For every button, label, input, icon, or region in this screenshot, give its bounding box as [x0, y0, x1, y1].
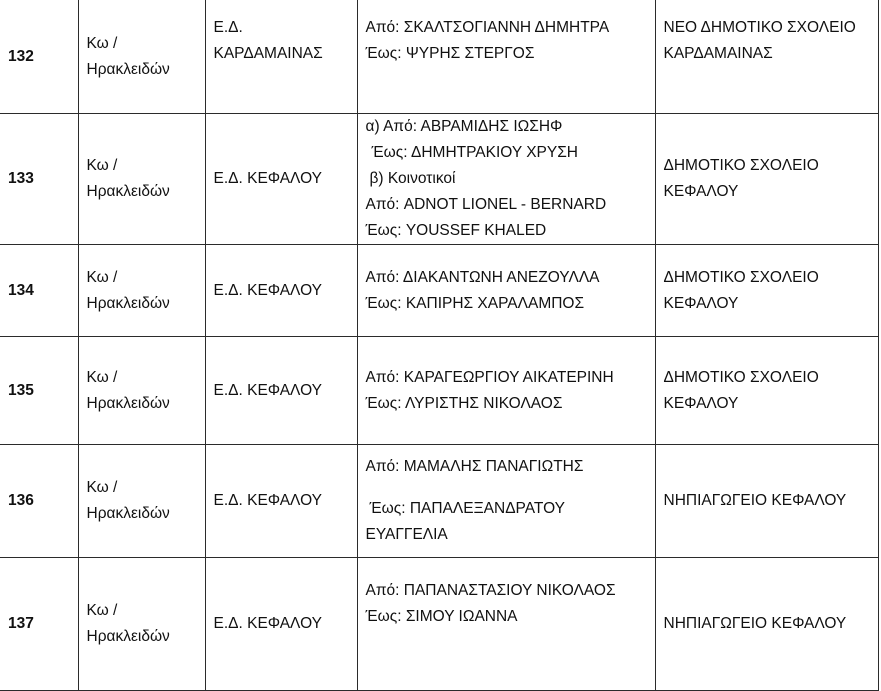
voter-range-cell	[357, 114, 655, 245]
table-row	[0, 245, 878, 337]
unit-cell	[205, 337, 357, 445]
municipality-cell	[78, 445, 205, 558]
range-line: Έως: ΨΥΡΗΣ ΣΤΕΡΓΟΣ	[365, 45, 535, 62]
station-line: ΔΗΜΟΤΙΚΟ ΣΧΟΛΕΙΟ	[663, 157, 819, 174]
municipality-line: Ηρακλειδών	[86, 294, 170, 312]
range-line: ΕΥΑΓΓΕΛΙΑ	[365, 526, 448, 543]
station-line: ΝΗΠΙΑΓΩΓΕΙΟ ΚΕΦΑΛΟΥ	[663, 492, 847, 509]
station-cell	[655, 0, 878, 114]
municipality-line: Κω /	[86, 268, 118, 286]
table-row	[0, 445, 878, 558]
range-line: β) Κοινοτικοί	[369, 170, 456, 187]
range-line: Από: ΜΑΜΑΛΗΣ ΠΑΝΑΓΙΩΤΗΣ	[365, 458, 584, 475]
station-cell	[655, 114, 878, 245]
voter-range-cell	[357, 245, 655, 337]
table-row	[0, 558, 878, 691]
station-line: ΔΗΜΟΤΙΚΟ ΣΧΟΛΕΙΟ	[663, 368, 819, 386]
range-line: Έως: YOUSSEF KHALED	[365, 222, 547, 239]
station-cell	[655, 445, 878, 558]
range-line: Έως: ΛΥΡΙΣΤΗΣ ΝΙΚΟΛΑΟΣ	[365, 394, 563, 412]
municipality-line: Ηρακλειδών	[86, 60, 170, 78]
range-line: Έως: ΣΙΜΟΥ ΙΩΑΝΝΑ	[365, 608, 518, 625]
voter-range-cell	[357, 0, 655, 114]
voter-range-cell	[357, 337, 655, 445]
station-line: ΚΕΦΑΛΟΥ	[663, 183, 739, 200]
municipality-line: Κω /	[86, 479, 118, 496]
range-line: Από: ΔΙΑΚΑΝΤΩΝΗ ΑΝΕΖΟΥΛΛΑ	[365, 268, 600, 286]
station-line: ΚΕΦΑΛΟΥ	[663, 394, 739, 412]
table-row	[0, 0, 878, 114]
station-cell	[655, 558, 878, 691]
range-line: Από: ΠΑΠΑΝΑΣΤΑΣΙΟΥ ΝΙΚΟΛΑΟΣ	[365, 582, 616, 599]
station-cell	[655, 245, 878, 337]
range-line: Έως: ΠΑΠΑΛΕΞΑΝΔΡΑΤΟΥ	[369, 500, 566, 517]
range-line: Έως: ΔΗΜΗΤΡΑΚΙΟΥ ΧΡΥΣΗ	[371, 144, 578, 161]
range-line: Από: ADNOT LIONEL - BERNARD	[365, 196, 607, 213]
row-number: 132	[0, 0, 78, 114]
unit-cell	[205, 114, 357, 245]
row-number: 133	[0, 114, 78, 245]
municipality-cell	[78, 558, 205, 691]
row-number: 134	[0, 245, 78, 337]
station-cell	[655, 337, 878, 445]
station-line: ΚΑΡΔΑΜΑΙΝΑΣ	[663, 45, 773, 62]
range-line: α) Από: ΑΒΡΑΜΙΔΗΣ ΙΩΣΗΦ	[365, 118, 563, 135]
unit-line: Ε.Δ. ΚΕΦΑΛΟΥ	[213, 615, 322, 632]
voter-range-cell	[357, 558, 655, 691]
unit-cell	[205, 0, 357, 114]
station-line: ΝΕΟ ΔΗΜΟΤΙΚΟ ΣΧΟΛΕΙΟ	[663, 19, 856, 36]
unit-line: Ε.Δ. ΚΕΦΑΛΟΥ	[213, 281, 322, 299]
station-line: ΝΗΠΙΑΓΩΓΕΙΟ ΚΕΦΑΛΟΥ	[663, 615, 847, 632]
unit-line: ΚΑΡΔΑΜΑΙΝΑΣ	[213, 45, 323, 62]
unit-line: Ε.Δ. ΚΕΦΑΛΟΥ	[213, 381, 322, 399]
range-line: Έως: ΚΑΠΙΡΗΣ ΧΑΡΑΛΑΜΠΟΣ	[365, 294, 585, 312]
municipality-cell	[78, 245, 205, 337]
range-line: Από: ΣΚΑΛΤΣΟΓΙΑΝΝΗ ΔΗΜΗΤΡΑ	[365, 19, 610, 36]
unit-cell	[205, 558, 357, 691]
station-line: ΚΕΦΑΛΟΥ	[663, 294, 739, 312]
municipality-cell	[78, 337, 205, 445]
municipality-line: Ηρακλειδών	[86, 628, 170, 645]
unit-line: Ε.Δ. ΚΕΦΑΛΟΥ	[213, 492, 322, 509]
municipality-line: Κω /	[86, 34, 118, 52]
municipality-line: Ηρακλειδών	[86, 183, 170, 200]
range-line: Από: ΚΑΡΑΓΕΩΡΓΙΟΥ ΑΙΚΑΤΕΡΙΝΗ	[365, 368, 614, 386]
unit-cell	[205, 245, 357, 337]
municipality-line: Κω /	[86, 602, 118, 619]
municipality-line: Ηρακλειδών	[86, 505, 170, 522]
voter-range-cell	[357, 445, 655, 558]
station-line: ΔΗΜΟΤΙΚΟ ΣΧΟΛΕΙΟ	[663, 268, 819, 286]
row-number: 137	[0, 558, 78, 691]
unit-line: Ε.Δ. ΚΕΦΑΛΟΥ	[213, 170, 322, 187]
unit-line: Ε.Δ.	[213, 19, 243, 36]
table-row	[0, 337, 878, 445]
municipality-line: Κω /	[86, 157, 118, 174]
row-number: 135	[0, 337, 78, 445]
municipality-line: Κω /	[86, 368, 118, 386]
municipality-cell	[78, 0, 205, 114]
table-row	[0, 114, 878, 245]
municipality-cell	[78, 114, 205, 245]
unit-cell	[205, 445, 357, 558]
municipality-line: Ηρακλειδών	[86, 394, 170, 412]
row-number: 136	[0, 445, 78, 558]
